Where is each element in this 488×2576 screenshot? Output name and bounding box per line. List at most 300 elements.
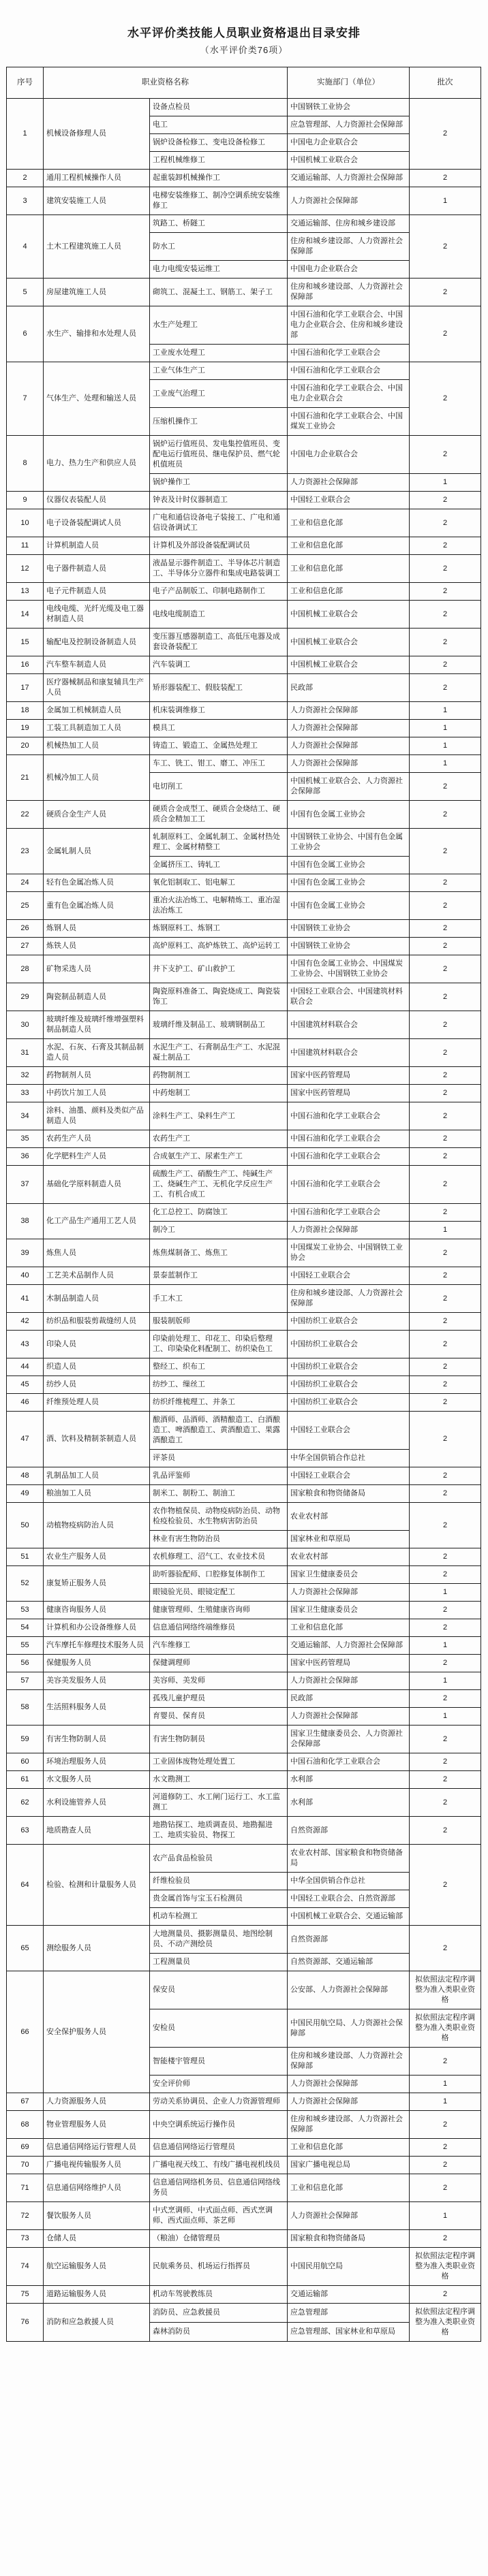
- batch-cell: 2: [410, 1485, 481, 1503]
- category-cell: 纺纱人员: [44, 1376, 150, 1394]
- table-row: [7, 1485, 481, 1503]
- qualification-cell: 涂料生产工、染料生产工: [150, 1102, 288, 1130]
- table-row: [7, 436, 481, 474]
- qualification-cell: 轧制原料工、金属轧制工、金属材热处理工、金属材精整工: [150, 829, 288, 857]
- batch-cell: 2: [410, 983, 481, 1011]
- category-cell: 电线电缆、光纤光缆及电工器材制造人员: [44, 601, 150, 629]
- row-number-cell: 59: [7, 1726, 44, 1753]
- department-cell: 人力资源社会保障部: [288, 720, 410, 737]
- category-cell: 金属加工机械制造人员: [44, 702, 150, 720]
- department-cell: 工业和信息化部: [288, 2139, 410, 2157]
- table-row: [7, 2248, 481, 2286]
- row-number-cell: 8: [7, 436, 44, 492]
- category-cell: 仪器仪表装配人员: [44, 492, 150, 509]
- qualification-cell: 美容师、美发师: [150, 1672, 288, 1690]
- qualification-cell: 乳品评鉴师: [150, 1467, 288, 1485]
- department-cell: 中国电力企业联合会: [288, 436, 410, 474]
- batch-cell: 2: [410, 1085, 481, 1102]
- row-number-cell: 75: [7, 2286, 44, 2304]
- header-qualification-name: 职业资格名称: [44, 67, 288, 99]
- department-cell: 交通运输部、人力资源社会保障部: [288, 170, 410, 187]
- department-cell: 公安部、人力资源社会保障部: [288, 1971, 410, 2009]
- qualification-cell: 电线电缆制造工: [150, 601, 288, 629]
- table-row: [7, 1503, 481, 1531]
- row-number-cell: 50: [7, 1503, 44, 1548]
- row-number-cell: 49: [7, 1485, 44, 1503]
- department-cell: 人力资源社会保障部: [288, 1584, 410, 1602]
- batch-cell: 1: [410, 474, 481, 492]
- qualification-cell: 孤残儿童护理员: [150, 1690, 288, 1708]
- category-cell: 美容美发服务人员: [44, 1672, 150, 1690]
- category-cell: 炼焦人员: [44, 1239, 150, 1267]
- qualification-cell: 重冶火法冶炼工、电解精炼工、重冶湿法冶炼工: [150, 892, 288, 920]
- row-number-cell: 47: [7, 1412, 44, 1467]
- row-number-cell: 60: [7, 1753, 44, 1771]
- batch-cell: 2: [410, 1602, 481, 1619]
- qualification-cell: 水泥生产工、石膏制品生产工、水泥混凝土制品工: [150, 1039, 288, 1067]
- batch-cell: 2: [410, 1102, 481, 1130]
- category-cell: 康复矫正服务人员: [44, 1566, 150, 1602]
- qualification-cell: 计算机及外部设备装配调试员: [150, 537, 288, 555]
- qualification-cell: 助听器验配师、口腔修复体制作工: [150, 1566, 288, 1584]
- table-row: [7, 702, 481, 720]
- row-number-cell: 51: [7, 1548, 44, 1566]
- department-cell: 应急管理部、人力资源社会保障部: [288, 116, 410, 134]
- category-cell: 基础化学原料制造人员: [44, 1166, 150, 1204]
- row-number-cell: 40: [7, 1267, 44, 1285]
- table-row: [7, 2286, 481, 2304]
- department-cell: 中国石油和化学工业联合会: [288, 1204, 410, 1222]
- department-cell: 工业和信息化部: [288, 1619, 410, 1637]
- batch-cell: 2: [410, 1690, 481, 1708]
- table-row: [7, 1926, 481, 1954]
- row-number-cell: 48: [7, 1467, 44, 1485]
- batch-cell: 2: [410, 773, 481, 801]
- batch-cell: 1: [410, 1672, 481, 1690]
- category-cell: 信息通信网络维护人员: [44, 2174, 150, 2202]
- batch-cell: 2: [410, 1267, 481, 1285]
- row-number-cell: 24: [7, 874, 44, 892]
- qualification-cell: 硫酸生产工、硝酸生产工、纯碱生产工、烧碱生产工、无机化学反应生产工、有机合成工: [150, 1166, 288, 1204]
- department-cell: 国家卫生健康委员会: [288, 1602, 410, 1619]
- row-number-cell: 76: [7, 2304, 44, 2342]
- row-number-cell: 26: [7, 920, 44, 938]
- qualification-cell: 玻璃纤维及制品工、玻璃钢制品工: [150, 1011, 288, 1039]
- table-row: [7, 2202, 481, 2230]
- qualification-cell: 民航乘务员、机场运行指挥员: [150, 2248, 288, 2286]
- table-row: [7, 99, 481, 116]
- table-row: [7, 1130, 481, 1148]
- batch-cell: 2: [410, 2174, 481, 2202]
- row-number-cell: 16: [7, 656, 44, 674]
- batch-cell: 2: [410, 1412, 481, 1467]
- row-number-cell: 23: [7, 829, 44, 874]
- category-cell: 印染人员: [44, 1331, 150, 1358]
- category-cell: 工装工具制造加工人员: [44, 720, 150, 737]
- table-row: [7, 306, 481, 345]
- qualification-cell: 工业废水处理工: [150, 345, 288, 362]
- qualification-cell: 车工、铣工、钳工、磨工、冲压工: [150, 755, 288, 773]
- page-title: 水平评价类技能人员职业资格退出目录安排: [127, 27, 361, 39]
- row-number-cell: 19: [7, 720, 44, 737]
- department-cell: 国家广播电视总局: [288, 2157, 410, 2174]
- row-number-cell: 27: [7, 938, 44, 955]
- department-cell: 水利部: [288, 1789, 410, 1817]
- category-cell: 农业生产服务人员: [44, 1548, 150, 1566]
- row-number-cell: 4: [7, 215, 44, 279]
- category-cell: 计算机制造人员: [44, 537, 150, 555]
- batch-cell: 2: [410, 1011, 481, 1039]
- category-cell: 化学肥料生产人员: [44, 1148, 150, 1166]
- batch-cell: 2: [410, 2157, 481, 2174]
- row-number-cell: 52: [7, 1566, 44, 1602]
- qualification-cell: 贵金属首饰与宝玉石检测员: [150, 1890, 288, 1908]
- department-cell: 中国纺织工业联合会: [288, 1358, 410, 1376]
- department-cell: 中国石油和化学工业联合会、中国电力企业联合会: [288, 380, 410, 408]
- category-cell: 地质勘查人员: [44, 1817, 150, 1845]
- row-number-cell: 10: [7, 509, 44, 537]
- table-row: [7, 1313, 481, 1331]
- department-cell: 人力资源社会保障部: [288, 2202, 410, 2230]
- row-number-cell: 44: [7, 1358, 44, 1376]
- department-cell: 应急管理部、国家林业和草原局: [288, 2323, 410, 2342]
- table-row: [7, 2093, 481, 2111]
- batch-cell: 2: [410, 362, 481, 436]
- table-row: [7, 1148, 481, 1166]
- table-row: [7, 555, 481, 583]
- row-number-cell: 35: [7, 1130, 44, 1148]
- row-number-cell: 22: [7, 801, 44, 829]
- table-row: [7, 1239, 481, 1267]
- category-cell: 消防和应急救援人员: [44, 2304, 150, 2342]
- department-cell: 民政部: [288, 1690, 410, 1708]
- batch-cell: 2: [410, 1789, 481, 1817]
- qualification-cell: 制冷工: [150, 1222, 288, 1239]
- batch-cell: 2: [410, 1503, 481, 1548]
- qualification-cell: 酿酒师、品酒师、酒精酿造工、白酒酿造工、啤酒酿造工、黄酒酿造工、果露酒酿造工: [150, 1412, 288, 1450]
- batch-cell: 2: [410, 629, 481, 656]
- table-row: [7, 215, 481, 233]
- batch-cell: 2: [410, 1845, 481, 1926]
- category-cell: 水泥、石灰、石膏及其制品制造人员: [44, 1039, 150, 1067]
- batch-cell: 2: [410, 2139, 481, 2157]
- department-cell: 中国石油和化学工业联合会: [288, 1753, 410, 1771]
- category-cell: 涂料、油墨、颜料及类似产品制造人员: [44, 1102, 150, 1130]
- table-row: [7, 938, 481, 955]
- department-cell: 中国轻工业联合会: [288, 1412, 410, 1450]
- department-cell: 住房和城乡建设部、人力资源社会保障部: [288, 2111, 410, 2139]
- batch-cell: 2: [410, 938, 481, 955]
- batch-cell: 2: [410, 1039, 481, 1067]
- row-number-cell: 68: [7, 2111, 44, 2139]
- qualification-cell: 农产品食品检验员: [150, 1845, 288, 1873]
- table-row: [7, 1412, 481, 1450]
- batch-cell: 1: [410, 2093, 481, 2111]
- batch-cell: 2: [410, 920, 481, 938]
- department-cell: 中华全国供销合作总社: [288, 1873, 410, 1890]
- table-row: [7, 737, 481, 755]
- category-cell: 陶瓷制品制造人员: [44, 983, 150, 1011]
- department-cell: 交通运输部: [288, 2286, 410, 2304]
- qualification-cell: 智能楼宇管理员: [150, 2048, 288, 2076]
- department-cell: 人力资源社会保障部: [288, 755, 410, 773]
- batch-cell: 2: [410, 1067, 481, 1085]
- qualification-cell: 大地测量员、摄影测量员、地图绘制员、不动产测绘员: [150, 1926, 288, 1954]
- category-cell: 重有色金属冶炼人员: [44, 892, 150, 920]
- table-row: [7, 892, 481, 920]
- row-number-cell: 45: [7, 1376, 44, 1394]
- category-cell: 通用工程机械操作人员: [44, 170, 150, 187]
- department-cell: 中国机械工业联合会: [288, 629, 410, 656]
- department-cell: 中国纺织工业联合会: [288, 1394, 410, 1412]
- category-cell: 水利设施管养人员: [44, 1789, 150, 1817]
- row-number-cell: 11: [7, 537, 44, 555]
- department-cell: 自然资源部: [288, 1817, 410, 1845]
- batch-cell: 2: [410, 215, 481, 279]
- table-row: [7, 1394, 481, 1412]
- row-number-cell: 38: [7, 1204, 44, 1239]
- row-number-cell: 32: [7, 1067, 44, 1085]
- qualification-cell: 电力电缆安装运维工: [150, 261, 288, 279]
- row-number-cell: 30: [7, 1011, 44, 1039]
- qualification-cell: 劳动关系协调员、企业人力资源管理师: [150, 2093, 288, 2111]
- table-row: [7, 2174, 481, 2202]
- qualification-cell: 起重装卸机械操作工: [150, 170, 288, 187]
- table-row: [7, 1971, 481, 2009]
- row-number-cell: 12: [7, 555, 44, 583]
- table-row: [7, 537, 481, 555]
- row-number-cell: 31: [7, 1039, 44, 1067]
- qualification-cell: 健康管理师、生殖健康咨询师: [150, 1602, 288, 1619]
- qualification-cell: 中央空调系统运行操作员: [150, 2111, 288, 2139]
- table-row: [7, 629, 481, 656]
- table-row: [7, 1789, 481, 1817]
- qualification-cell: 药物制剂工: [150, 1067, 288, 1085]
- table-body: [7, 99, 481, 2342]
- batch-cell: 2: [410, 1817, 481, 1845]
- row-number-cell: 70: [7, 2157, 44, 2174]
- qualification-table: [6, 67, 481, 2342]
- batch-cell: 2: [410, 509, 481, 537]
- batch-cell: 1: [410, 702, 481, 720]
- department-cell: 国家卫生健康委员会、人力资源社会保障部: [288, 1726, 410, 1753]
- department-cell: 中国民用航空局、人力资源社会保障部: [288, 2009, 410, 2048]
- qualification-cell: 电切削工: [150, 773, 288, 801]
- category-cell: 安全保护服务人员: [44, 1971, 150, 2093]
- department-cell: 中国建筑材料联合会: [288, 1039, 410, 1067]
- row-number-cell: 55: [7, 1637, 44, 1655]
- department-cell: 人力资源社会保障部: [288, 474, 410, 492]
- table-row: [7, 1331, 481, 1358]
- department-cell: 中国钢铁工业协会、中国有色金属工业协会: [288, 829, 410, 857]
- department-cell: 自然资源部: [288, 1926, 410, 1954]
- category-cell: 汽车摩托车修理技术服务人员: [44, 1637, 150, 1655]
- qualification-cell: 砌筑工、混凝土工、钢筋工、架子工: [150, 279, 288, 306]
- qualification-cell: 合成氨生产工、尿素生产工: [150, 1148, 288, 1166]
- row-number-cell: 6: [7, 306, 44, 362]
- department-cell: 国家中医药管理局: [288, 1655, 410, 1672]
- row-number-cell: 72: [7, 2202, 44, 2230]
- department-cell: 人力资源社会保障部: [288, 187, 410, 215]
- row-number-cell: 1: [7, 99, 44, 170]
- category-cell: 信息通信网络运行管理人员: [44, 2139, 150, 2157]
- department-cell: 人力资源社会保障部: [288, 2093, 410, 2111]
- row-number-cell: 36: [7, 1148, 44, 1166]
- row-number-cell: 3: [7, 187, 44, 215]
- qualification-cell: 汽车装调工: [150, 656, 288, 674]
- department-cell: 人力资源社会保障部: [288, 737, 410, 755]
- department-cell: 中国机械工业联合会、人力资源社会保障部: [288, 773, 410, 801]
- category-cell: 房屋建筑施工人员: [44, 279, 150, 306]
- table-row: [7, 2139, 481, 2157]
- category-cell: 广播电视传输服务人员: [44, 2157, 150, 2174]
- batch-cell: 2: [410, 1548, 481, 1566]
- table-row: [7, 720, 481, 737]
- batch-cell: 2: [410, 892, 481, 920]
- row-number-cell: 25: [7, 892, 44, 920]
- qualification-cell: 地勘钻探工、地质调查员、地勘掘进工、地质实验员、物探工: [150, 1817, 288, 1845]
- table-row: [7, 1726, 481, 1753]
- row-number-cell: 20: [7, 737, 44, 755]
- row-number-cell: 53: [7, 1602, 44, 1619]
- row-number-cell: 74: [7, 2248, 44, 2286]
- qualification-cell: 评茶员: [150, 1450, 288, 1467]
- category-cell: 工艺美术品制作人员: [44, 1267, 150, 1285]
- row-number-cell: 2: [7, 170, 44, 187]
- category-cell: 仓储人员: [44, 2230, 150, 2248]
- batch-cell: 2: [410, 2286, 481, 2304]
- qualification-cell: 有害生物防制员: [150, 1726, 288, 1753]
- department-cell: 人力资源社会保障部: [288, 1708, 410, 1726]
- qualification-cell: 防水工: [150, 233, 288, 261]
- qualification-cell: 纤维检验员: [150, 1873, 288, 1890]
- batch-cell: 2: [410, 1313, 481, 1331]
- row-number-cell: 34: [7, 1102, 44, 1130]
- qualification-cell: 林业有害生物防治员: [150, 1531, 288, 1548]
- category-cell: 气体生产、处理和输送人员: [44, 362, 150, 436]
- department-cell: 中国轻工业联合会、自然资源部: [288, 1890, 410, 1908]
- qualification-cell: 服装制版师: [150, 1313, 288, 1331]
- batch-cell: 2: [410, 1619, 481, 1637]
- department-cell: 中国轻工业联合会: [288, 492, 410, 509]
- category-cell: 检验、检测和计量服务人员: [44, 1845, 150, 1926]
- batch-cell: 2: [410, 1204, 481, 1222]
- category-cell: 道路运输服务人员: [44, 2286, 150, 2304]
- qualification-cell: 眼镜验光员、眼镜定配工: [150, 1584, 288, 1602]
- batch-cell: 2: [410, 555, 481, 583]
- qualification-cell: 工业固体废物处理处置工: [150, 1753, 288, 1771]
- table-row: [7, 509, 481, 537]
- qualification-cell: （粮油）仓储管理员: [150, 2230, 288, 2248]
- batch-cell: 2: [410, 1467, 481, 1485]
- batch-cell: 2: [410, 601, 481, 629]
- header-no: 序号: [7, 67, 44, 99]
- department-cell: 人力资源社会保障部: [288, 2076, 410, 2093]
- category-cell: 医疗器械制品和康复辅具生产人员: [44, 674, 150, 702]
- department-cell: 中国有色金属工业协会: [288, 801, 410, 829]
- qualification-cell: 锅炉设备检修工、变电设备检修工: [150, 134, 288, 152]
- batch-cell: 2: [410, 1166, 481, 1204]
- qualification-cell: 化工总控工、防腐蚀工: [150, 1204, 288, 1222]
- category-cell: 测绘服务人员: [44, 1926, 150, 1971]
- table-row: [7, 1690, 481, 1708]
- department-cell: 中国石油和化学工业联合会、中国电力企业联合会、住房和城乡建设部: [288, 306, 410, 345]
- batch-cell: 2: [410, 2230, 481, 2248]
- table-row: [7, 955, 481, 983]
- table-row: [7, 1102, 481, 1130]
- batch-cell: 2: [410, 1566, 481, 1584]
- batch-cell: 2: [410, 492, 481, 509]
- batch-cell: 2: [410, 656, 481, 674]
- table-row: [7, 920, 481, 938]
- qualification-cell: 信息通信网络机务员、信息通信网络线务员: [150, 2174, 288, 2202]
- row-number-cell: 39: [7, 1239, 44, 1267]
- category-cell: 机械冷加工人员: [44, 755, 150, 801]
- table-row: [7, 1067, 481, 1085]
- qualification-cell: 钟表及计时仪器制造工: [150, 492, 288, 509]
- department-cell: 中国机械工业联合会: [288, 656, 410, 674]
- qualification-cell: 液晶显示器件制造工、半导体芯片制造工、半导体分立器件和集成电路装调工: [150, 555, 288, 583]
- department-cell: 住房和城乡建设部、人力资源社会保障部: [288, 2048, 410, 2076]
- category-cell: 输配电及控制设备制造人员: [44, 629, 150, 656]
- department-cell: 中国轻工业联合会、中国建筑材料联合会: [288, 983, 410, 1011]
- category-cell: 动植物疫病防治人员: [44, 1503, 150, 1548]
- department-cell: 中国有色金属工业协会: [288, 874, 410, 892]
- department-cell: 中国纺织工业联合会: [288, 1313, 410, 1331]
- department-cell: 应急管理部: [288, 2304, 410, 2323]
- batch-cell: 2: [410, 1926, 481, 1971]
- table-row: [7, 583, 481, 601]
- batch-cell: 2: [410, 2111, 481, 2139]
- department-cell: 国家卫生健康委员会: [288, 1566, 410, 1584]
- category-cell: 生活照料服务人员: [44, 1690, 150, 1726]
- table-row: [7, 829, 481, 857]
- batch-cell: 2: [410, 1726, 481, 1753]
- row-number-cell: 18: [7, 702, 44, 720]
- batch-cell: 2: [410, 99, 481, 170]
- qualification-cell: 压缩机操作工: [150, 408, 288, 436]
- qualification-cell: 森林消防员: [150, 2323, 288, 2342]
- batch-cell: 2: [410, 537, 481, 555]
- qualification-cell: 井下支护工、矿山救护工: [150, 955, 288, 983]
- category-cell: 电力、热力生产和供应人员: [44, 436, 150, 492]
- department-cell: 交通运输部、人力资源社会保障部: [288, 1637, 410, 1655]
- row-number-cell: 69: [7, 2139, 44, 2157]
- batch-cell: 2: [410, 874, 481, 892]
- table-row: [7, 1376, 481, 1394]
- department-cell: 中国石油和化学工业联合会: [288, 1102, 410, 1130]
- batch-cell: 1: [410, 755, 481, 773]
- batch-cell: 2: [410, 1771, 481, 1789]
- qualification-cell: 保安员: [150, 1971, 288, 2009]
- table-row: [7, 801, 481, 829]
- qualification-cell: 中药炮制工: [150, 1085, 288, 1102]
- qualification-cell: 信息通信网络运行管理员: [150, 2139, 288, 2157]
- department-cell: 中国石油和化学工业联合会: [288, 1148, 410, 1166]
- batch-cell: 1: [410, 1222, 481, 1239]
- department-cell: 国家粮食和物资储备局: [288, 1485, 410, 1503]
- row-number-cell: 65: [7, 1926, 44, 1971]
- qualification-cell: 铸造工、锻造工、金属热处理工: [150, 737, 288, 755]
- batch-cell: 2: [410, 279, 481, 306]
- category-cell: 木制品制造人员: [44, 1285, 150, 1313]
- department-cell: 住房和城乡建设部、人力资源社会保障部: [288, 233, 410, 261]
- category-cell: 化工产品生产通用工艺人员: [44, 1204, 150, 1239]
- qualification-cell: 汽车维修工: [150, 1637, 288, 1655]
- table-row: [7, 1267, 481, 1285]
- qualification-cell: 信息通信网络终端维修员: [150, 1619, 288, 1637]
- qualification-cell: 炼焦煤制备工、炼焦工: [150, 1239, 288, 1267]
